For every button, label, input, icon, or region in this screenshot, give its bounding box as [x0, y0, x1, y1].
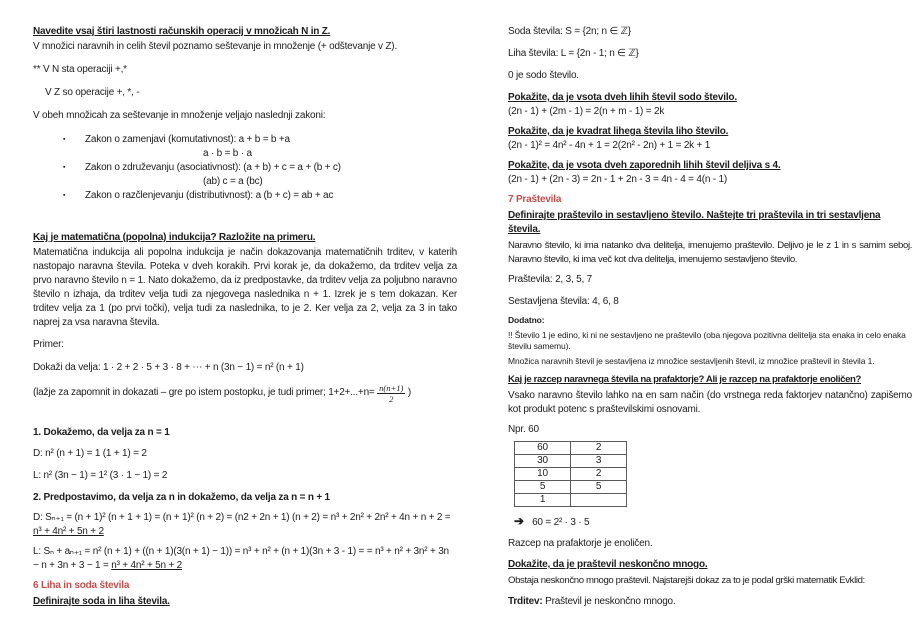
laws-bullet-list: [33, 133, 457, 203]
table-cell: 3: [571, 455, 627, 468]
table-cell: 10: [515, 468, 571, 481]
step2-heading: 2. Predpostavimo, da velja za n in dokažemo, da velja za n = n + 1: [33, 492, 330, 503]
statement-trditev: [508, 595, 912, 609]
question-title-define-primes: Definirajte praštevilo in sestavljeno število. Naštejte tri praštevila in tri sestavljena števila.: [508, 210, 881, 235]
list-primes: Praštevila: 2, 3, 5, 7: [508, 274, 592, 285]
line-operations-n: ** V N sta operaciji +,*: [33, 64, 127, 75]
definition-odd: Liha števila: L = {2n - 1; n ∈ ℤ}: [508, 48, 639, 59]
note-suffix: ): [407, 387, 412, 398]
table-cell: 5: [571, 481, 627, 494]
bullet-text: Zakon o zamenjavi (komutativnost): a + b = b +a: [85, 134, 290, 145]
table-row: [515, 481, 627, 494]
note-set-composition: Množica naravnih števil je sestavljena iz množice sestavljenih števil, iz množice praštevil in števila 1.: [508, 356, 875, 366]
proof-title: Pokažite, da je vsota dveh zaporednih lihih števil deljiva s 4.: [508, 160, 781, 171]
note-prefix: (lažje za zapomnit in dokazati – gre po istem postopku, je tudi primer; 1+2+...+n=: [33, 387, 375, 398]
list-composites: Sestavljena števila: 4, 6, 8: [508, 296, 619, 307]
bullet-text: Zakon o razčlenjevanju (distributivnost): a (b + c) = ab + ac: [85, 190, 334, 201]
proof-formula: (2n - 1) + (2n - 3) = 2n - 1 + 2n - 3 = 4n - 4 = 4(n - 1): [508, 174, 727, 185]
spacer: [33, 215, 457, 231]
statement-zero-even: 0 je sodo število.: [508, 70, 579, 81]
proof-block-consecutive-odd: [508, 159, 912, 187]
proof-block-square-odd: [508, 125, 912, 153]
fraction: [377, 383, 405, 404]
factorization-result-line: [508, 514, 912, 530]
line-operations-z: V Z so operacije +, *, -: [45, 87, 140, 98]
statement-unique-factorization: Razcep na prafaktorje je enoličen.: [508, 538, 653, 549]
factor-table: [514, 441, 627, 507]
step1-heading: 1. Dokažemo, da velja za n = 1: [33, 427, 170, 438]
bullet-subformula: (ab) c = a (bc): [203, 176, 263, 187]
fraction-denominator: 2: [389, 394, 394, 404]
bullet-item-associativity: [33, 161, 457, 175]
table-row: [515, 455, 627, 468]
paragraph-operations-intro: V množici naravnih in celih števil poznamo seštevanje in množenje (+ odštevanje v Z).: [33, 41, 398, 52]
step2-d-result: n³ + 4n² + 5n + 2: [33, 526, 104, 537]
bullet-text: Zakon o združevanju (asociativnost): (a + b) + c = a + (b + c): [85, 162, 341, 173]
proof-title: Pokažite, da je kvadrat lihega števila liho število.: [508, 126, 729, 137]
paragraph-euclid: Obstaja neskončno mnogo praštevil. Najstarejši dokaz za to je podal grški matematik Evklid:: [508, 575, 865, 586]
step2-l-main: L: Sₙ + aₙ₊₁ = n² (n + 1) + ((n + 1)(3(n + 1) − 1)) = n³ + n² + (n + 1)(3n + 3 - 1) = = n³ + n² + 3n² + 3n − n + 3n + 3 − 1 =: [33, 546, 449, 571]
trditev-text: Praštevil je neskončno mnogo.: [542, 596, 676, 607]
proof-title: Pokažite, da je vsota dveh lihih števil sodo število.: [508, 92, 737, 103]
section-heading-7: 7 Praštevila: [508, 194, 562, 205]
label-dodatno: Dodatno:: [508, 315, 545, 325]
step1-formula-d: D: n² (n + 1) = 1 (1 + 1) = 2: [33, 448, 147, 459]
step1-formula-l: L: n² (3n − 1) = 1² (3 · 1 − 1) = 2: [33, 470, 168, 481]
formula-primer: Dokaži da velja: 1 · 2 + 2 · 5 + 3 · 8 + ⋯ + n (3n − 1) = n² (n + 1): [33, 362, 304, 373]
left-page-column: [33, 25, 457, 609]
bullet-item-commutativity: [33, 133, 457, 147]
factorization-result: 60 = 2² · 3 · 5: [532, 517, 590, 528]
table-cell: 5: [515, 481, 571, 494]
spacer: [33, 416, 457, 426]
section-heading-6: 6 Liha in soda števila: [33, 580, 130, 591]
paragraph-induction-body: Matematična indukcija ali popolna indukcija je način dokazovanja matematičnih trditev, v katerih nastopajo naravna števila. Poteka v dveh korakih. Prvi korak je, da dokažemo, da trditev velja za prvo naravno število n = 1. Nato dokažemo, da iz predpostavke, da trditev velja za poljubno naravno število n izhaja, da trditev velja tudi za njegovega naslednika n + 1. Izrek je s tem dokazan. Ker trditev velja za 1 (po prvi točki), velja tudi za naslednika, to je 2. Ker velja za 2, velja za 3 in tako naprej za vsa naravna števila.: [33, 247, 457, 328]
definition-even: Soda števila: S = {2n; n ∈ ℤ}: [508, 26, 631, 37]
paragraph-laws-intro: V obeh množicah za seštevanje in množenje veljajo naslednji zakoni:: [33, 110, 326, 121]
question-title-define-odd-even: Definirajte soda in liha števila.: [33, 596, 170, 607]
bullet-item-distributivity: [33, 189, 457, 203]
step2-formula-d: [33, 511, 457, 539]
step2-d-main: D: Sₙ₊₁ = (n + 1)² (n + 1 + 1) = (n + 1)² (n + 2) = (n2 + 2n + 1) (n + 2) = n³ + 2n² + 2n² + 4n + n + 2 =: [33, 512, 451, 523]
paragraph-factorization-body: Vsako naravno število lahko na en sam način (do vrstnega reda faktorjev natančno) zapišemo kot produkt potenc s praštevilskimi osnovami.: [508, 390, 912, 415]
step2-formula-l: [33, 545, 457, 573]
table-row: [515, 468, 627, 481]
table-cell: 1: [515, 494, 571, 507]
bullet-square-icon: ▪: [63, 192, 66, 199]
question-title-factorization: Kaj je razcep naravnega števila na prafaktorje? Ali je razcep na prafaktorje enoličen?: [508, 374, 861, 385]
trditev-label: Trditev:: [508, 596, 543, 607]
label-example-60: Npr. 60: [508, 424, 539, 435]
question-title-operations: Navedite vsaj štiri lastnosti računskih operacij v množicah N in Z.: [33, 26, 331, 37]
question-title-induction: Kaj je matematična (popolna) indukcija? Razložite na primeru.: [33, 232, 316, 243]
bullet-subformula: a · b = b · a: [203, 148, 252, 159]
table-row: [515, 442, 627, 455]
step2-l-result: n³ + 4n² + 5n + 2: [111, 560, 183, 571]
arrow-right-icon: ➔: [514, 514, 525, 528]
table-cell: 2: [571, 442, 627, 455]
note-number-one: !! Število 1 je edino, ki ni ne sestavljeno ne praštevilo (oba njegova pozitivna delitelja sta enaka in celo enaka številu samemu).: [508, 330, 906, 351]
table-cell: 2: [571, 468, 627, 481]
bullet-square-icon: ▪: [63, 136, 66, 143]
right-page-column: [508, 25, 912, 609]
table-cell: 30: [515, 455, 571, 468]
proof-formula: (2n - 1) + (2m - 1) = 2(n + m - 1) = 2k: [508, 106, 665, 117]
table-cell: 60: [515, 442, 571, 455]
table-row: [515, 494, 627, 507]
proof-formula: (2n - 1)² = 4n² - 4n + 1 = 2(2n² - 2n) + 1 = 2k + 1: [508, 140, 711, 151]
paragraph-prime-definition: Naravno število, ki ima natanko dva delitelja, imenujemo praštevilo. Deljivo je le z 1 in s samim seboj. Naravno število, ki ima več kot dva delitelja, imenujemo sestavljeno število.: [508, 240, 912, 265]
label-primer: Primer:: [33, 339, 64, 350]
bullet-square-icon: ▪: [63, 164, 66, 171]
question-title-infinite-primes: Dokažite, da je praštevil neskončno mnogo.: [508, 559, 708, 570]
fraction-numerator: n(n+1): [379, 383, 404, 393]
note-sum-formula: [33, 383, 457, 404]
proof-block-sum-odd: [508, 91, 912, 119]
table-cell: [571, 494, 627, 507]
